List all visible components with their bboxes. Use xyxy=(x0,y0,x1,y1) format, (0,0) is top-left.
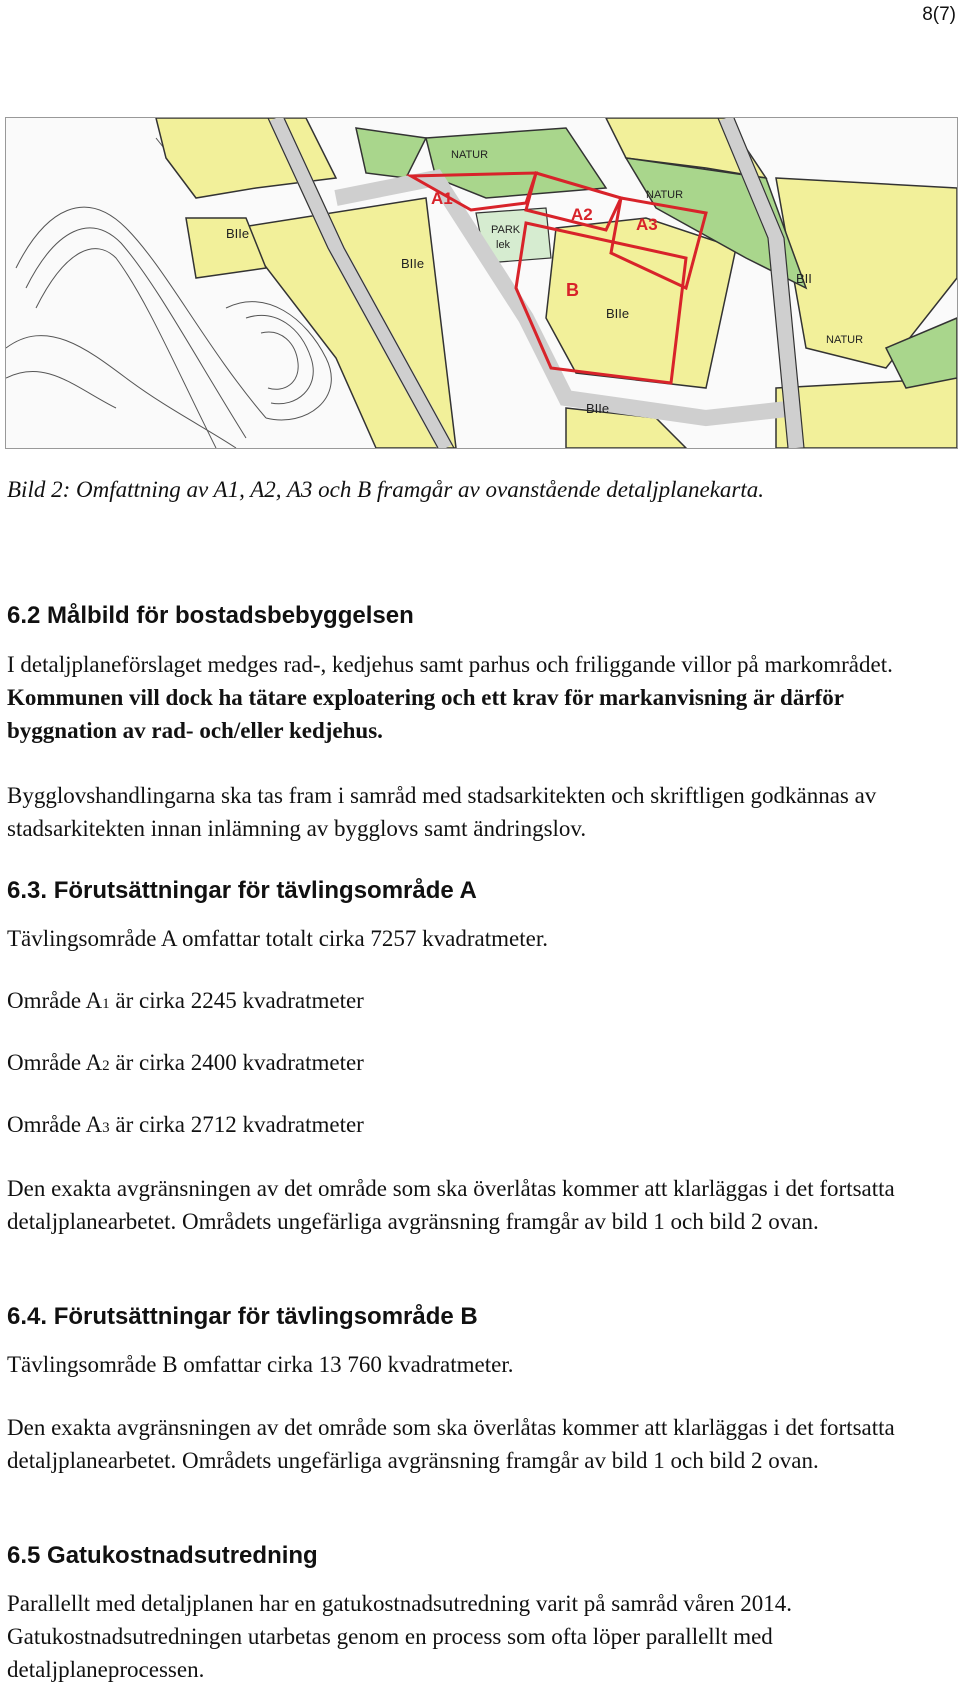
figure-caption: Bild 2: Omfattning av A1, A2, A3 och B framgår av ovanstående detaljplanekarta. xyxy=(7,477,764,502)
area-a2-post: är cirka 2400 kvadratmeter xyxy=(109,1050,364,1075)
detail-plan-map xyxy=(5,117,958,449)
heading-6-2: 6.2 Målbild för bostadsbebyggelsen xyxy=(7,602,414,629)
paragraph-6-5: Parallellt med detaljplanen har en gatukostnadsutredning varit på samråd våren 2014. Gatukostnadsutredningen utarbetas genom en process som ofta löper parallellt med detaljplaneprocessen. xyxy=(7,1591,792,1682)
paragraph-6-2-bold: Kommunen vill dock ha tätare exploatering och ett krav för markanvisning är därför byggnation av rad- och/eller kedjehus. xyxy=(7,685,844,743)
paragraph-6-2-intro xyxy=(7,648,952,747)
area-a1-line xyxy=(7,984,952,1021)
area-a1-post: är cirka 2245 kvadratmeter xyxy=(109,988,364,1013)
paragraph-6-3-bounds: Den exakta avgränsningen av det område som ska överlåtas kommer att klarläggas i det fortsatta detaljplanearbetet. Områdets ungefärliga avgränsning framgår av bild 1 och bild 2 ovan. xyxy=(7,1176,895,1234)
label-natur-1: NATUR xyxy=(451,149,489,161)
paragraph-6-4-total: Tävlingsområde B omfattar cirka 13 760 kvadratmeter. xyxy=(7,1352,514,1377)
area-a1-pre: Område A xyxy=(7,988,103,1013)
label-bii: BII xyxy=(796,271,812,286)
area-a2-sub: 2 xyxy=(102,1058,110,1074)
area-a3-line xyxy=(7,1108,952,1145)
heading-6-5: 6.5 Gatukostnadsutredning xyxy=(7,1542,318,1569)
area-a2-line xyxy=(7,1046,952,1083)
paragraph-6-2-normal: I detaljplaneförslaget medges rad-, kedjehus samt parhus och friliggande villor på markområdet. xyxy=(7,652,893,677)
heading-6-4: 6.4. Förutsättningar för tävlingsområde B xyxy=(7,1303,478,1330)
label-bii-e-4: BIIe xyxy=(586,401,610,416)
paragraph-6-3-total: Tävlingsområde A omfattar totalt cirka 7257 kvadratmeter. xyxy=(7,926,548,951)
label-a2: A2 xyxy=(571,205,593,224)
label-bii-e-2: BIIe xyxy=(401,256,425,271)
area-a3-post: är cirka 2712 kvadratmeter xyxy=(109,1112,364,1137)
map-drawing xyxy=(6,118,957,448)
paragraph-6-2-bygglov: Bygglovshandlingarna ska tas fram i samråd med stadsarkitekten och skriftligen godkännas av stadsarkitekten innan inlämning av bygglovs samt ändringslov. xyxy=(7,783,877,841)
area-a2-pre: Område A xyxy=(7,1050,103,1075)
area-a1-sub: 1 xyxy=(102,996,110,1012)
page-number: 8(7) xyxy=(922,4,956,25)
area-a3-sub: 3 xyxy=(102,1120,110,1136)
label-b: B xyxy=(566,280,579,300)
label-natur-3: NATUR xyxy=(826,334,864,346)
label-park: PARK xyxy=(491,224,521,236)
label-bii-e-3: BIIe xyxy=(606,306,630,321)
label-bii-e-1: BIIe xyxy=(226,226,250,241)
area-a3-pre: Område A xyxy=(7,1112,103,1137)
label-a1: A1 xyxy=(431,189,453,208)
heading-6-3: 6.3. Förutsättningar för tävlingsområde A xyxy=(7,877,477,904)
label-lek: lek xyxy=(496,239,511,251)
paragraph-6-4-bounds: Den exakta avgränsningen av det område som ska överlåtas kommer att klarläggas i det fortsatta detaljplanearbetet. Områdets ungefärliga avgränsning framgår av bild 1 och bild 2 ovan. xyxy=(7,1415,895,1473)
label-a3: A3 xyxy=(636,215,658,234)
label-natur-2: NATUR xyxy=(646,189,684,201)
